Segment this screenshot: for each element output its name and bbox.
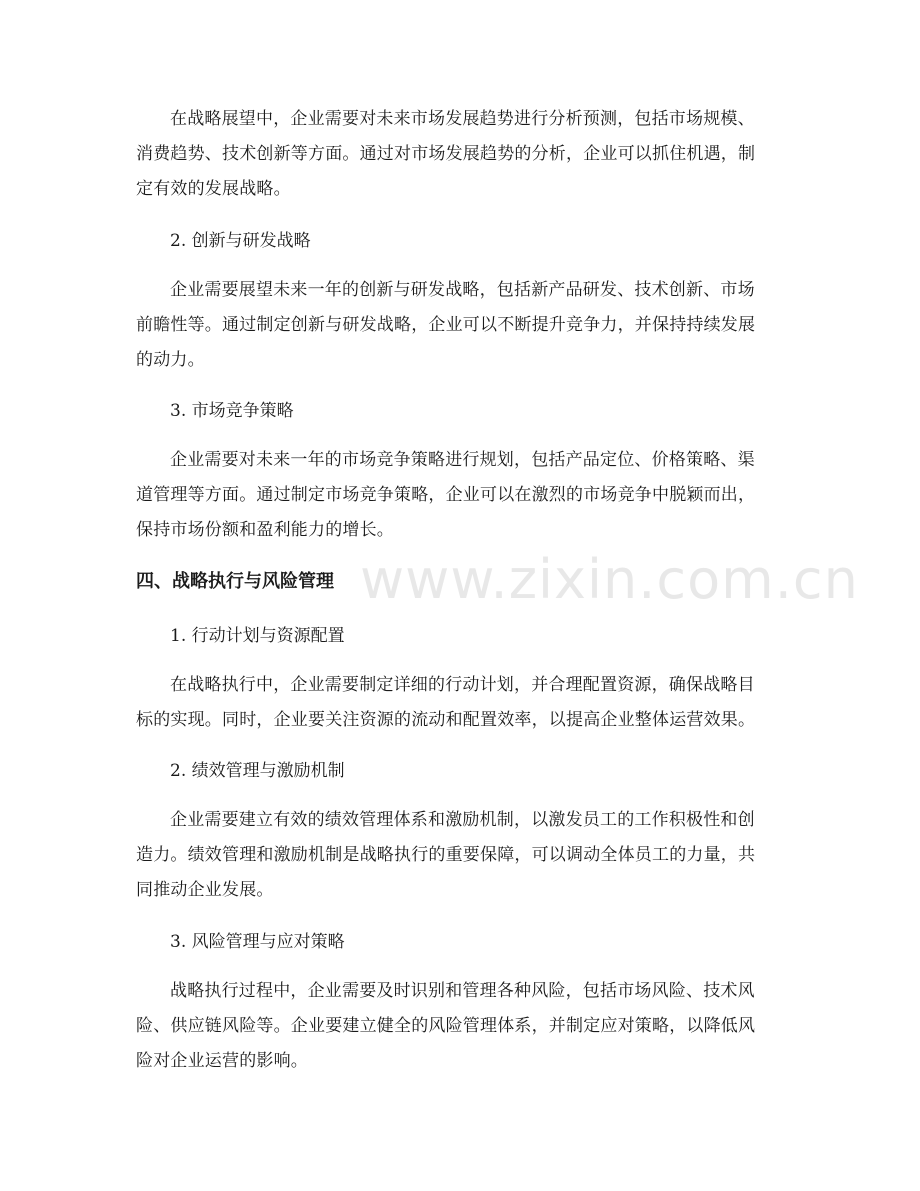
text-line: 在战略展望中，企业需要对未来市场发展趋势进行分析预测，包括市场规模、 xyxy=(170,109,755,129)
paragraph-risk xyxy=(136,974,786,1079)
text-line: 道管理等方面。通过制定市场竞争策略，企业可以在激烈的市场竞争中脱颖而出， xyxy=(136,485,756,505)
text-line: 企业需要建立有效的绩效管理体系和激励机制，以激发员工的工作积极性和创 xyxy=(170,810,755,830)
text-line: 企业需要对未来一年的市场竞争策略进行规划，包括产品定位、价格策略、渠 xyxy=(170,450,755,470)
section-title: 四、战略执行与风险管理 xyxy=(136,571,334,592)
paragraph-innovation xyxy=(136,273,786,378)
subheading-action-plan xyxy=(136,624,786,648)
text-line: 在战略执行中，企业需要制定详细的行动计划，并合理配置资源，确保战略目 xyxy=(170,675,755,695)
paragraph-action-plan xyxy=(136,668,786,738)
subheading-text: 2. 创新与研发战略 xyxy=(170,231,311,251)
subheading-text: 3. 风险管理与应对策略 xyxy=(170,932,345,952)
section-heading-execution xyxy=(136,570,786,594)
text-line: 定有效的发展战略。 xyxy=(136,179,291,199)
subheading-text: 1. 行动计划与资源配置 xyxy=(170,626,345,646)
text-line: 企业需要展望未来一年的创新与研发战略，包括新产品研发、技术创新、市场 xyxy=(170,280,755,300)
subheading-text: 3. 市场竞争策略 xyxy=(170,401,294,421)
paragraph-market-outlook xyxy=(136,102,786,207)
watermark: www.zixin.com.cn xyxy=(360,548,859,611)
text-line: 标的实现。同时，企业要关注资源的流动和配置效率，以提高企业整体运营效果。 xyxy=(136,710,756,730)
text-line: 同推动企业发展。 xyxy=(136,880,274,900)
subheading-risk xyxy=(136,930,786,954)
text-line: 的动力。 xyxy=(136,350,205,370)
text-line: 险对企业运营的影响。 xyxy=(136,1051,308,1071)
subheading-innovation xyxy=(136,229,786,253)
text-line: 消费趋势、技术创新等方面。通过对市场发展趋势的分析，企业可以抓住机遇，制 xyxy=(136,144,756,164)
text-line: 险、供应链风险等。企业要建立健全的风险管理体系，并制定应对策略，以降低风 xyxy=(136,1016,756,1036)
subheading-text: 2. 绩效管理与激励机制 xyxy=(170,761,345,781)
paragraph-performance xyxy=(136,803,786,908)
subheading-competition xyxy=(136,399,786,423)
text-line: 保持市场份额和盈利能力的增长。 xyxy=(136,520,394,540)
subheading-performance xyxy=(136,759,786,783)
paragraph-competition xyxy=(136,443,786,548)
text-line: 战略执行过程中，企业需要及时识别和管理各种风险，包括市场风险、技术风 xyxy=(170,981,755,1001)
text-line: 前瞻性等。通过制定创新与研发战略，企业可以不断提升竞争力，并保持持续发展 xyxy=(136,315,756,335)
text-line: 造力。绩效管理和激励机制是战略执行的重要保障，可以调动全体员工的力量，共 xyxy=(136,845,756,865)
